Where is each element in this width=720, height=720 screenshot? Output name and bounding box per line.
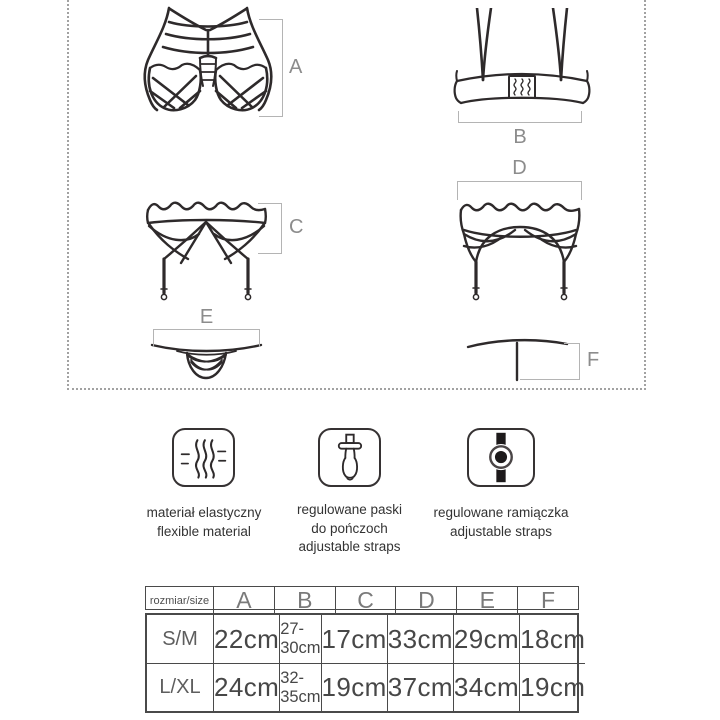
size-table-header bbox=[145, 586, 579, 613]
table-row bbox=[147, 663, 585, 711]
elastic-material-icon bbox=[172, 428, 235, 487]
size-table-header-cell: A bbox=[213, 587, 274, 614]
dimension-bracket-f bbox=[520, 343, 580, 380]
size-table-header-cell: E bbox=[456, 587, 517, 614]
bra-back-drawing bbox=[450, 8, 594, 120]
dimension-bracket-b bbox=[458, 111, 582, 123]
value-cell: 17cm bbox=[321, 615, 387, 663]
caption-line: regulowane ramiączka bbox=[433, 505, 569, 520]
dimension-bracket-a bbox=[259, 19, 283, 117]
value-cell: 32-35cm bbox=[279, 664, 320, 711]
size-table-header-cell: F bbox=[517, 587, 578, 614]
dimension-label-d: D bbox=[512, 157, 527, 179]
value-cell: 37cm bbox=[387, 664, 453, 711]
caption-line: adjustable straps bbox=[449, 523, 553, 539]
garter-straps-icon bbox=[318, 428, 381, 487]
garter-belt-front-drawing bbox=[141, 196, 272, 306]
caption-line: flexible material bbox=[157, 523, 251, 539]
value-cell: 19cm bbox=[519, 664, 585, 711]
size-cell: S/M bbox=[162, 627, 198, 650]
value-cell: 34cm bbox=[453, 664, 519, 711]
dimension-bracket-c bbox=[258, 203, 282, 254]
adjustable-shoulder-strap-icon bbox=[467, 428, 535, 487]
value-cell: 22cm bbox=[213, 615, 279, 663]
value-cell: 19cm bbox=[321, 664, 387, 711]
caption-line: regulowane paski bbox=[296, 502, 403, 517]
caption-line: adjustable straps bbox=[298, 539, 401, 554]
dimension-label-a: A bbox=[289, 56, 303, 78]
table-row bbox=[147, 615, 585, 663]
dimension-label-e: E bbox=[199, 306, 214, 328]
size-table-header-cell: D bbox=[395, 587, 456, 614]
dimension-label-f: F bbox=[587, 349, 600, 371]
value-cell: 18cm bbox=[519, 615, 585, 663]
value-cell: 27-30cm bbox=[279, 615, 320, 663]
size-table-header-cell: rozmiar/size bbox=[149, 594, 210, 607]
size-table-header-cell: B bbox=[274, 587, 335, 614]
size-table-body bbox=[145, 613, 586, 713]
garter-belt-back-drawing bbox=[455, 196, 585, 306]
value-cell: 33cm bbox=[387, 615, 453, 663]
value-cell: 24cm bbox=[213, 664, 279, 711]
caption-line: materiał elastyczny bbox=[146, 505, 262, 520]
feature-caption-shoulder-straps bbox=[405, 504, 597, 541]
caption-line: do pończoch bbox=[311, 520, 388, 536]
size-cell: L/XL bbox=[159, 676, 201, 698]
value-cell: 29cm bbox=[453, 615, 519, 663]
dimension-label-b: B bbox=[513, 126, 527, 148]
dimension-bracket-e bbox=[153, 329, 260, 347]
dimension-label-c: C bbox=[289, 216, 304, 238]
dimension-bracket-d bbox=[457, 181, 582, 200]
bra-front-drawing bbox=[138, 6, 278, 120]
dimension-bracket-f-tick bbox=[564, 343, 580, 346]
size-table-header-cell: C bbox=[335, 587, 396, 614]
